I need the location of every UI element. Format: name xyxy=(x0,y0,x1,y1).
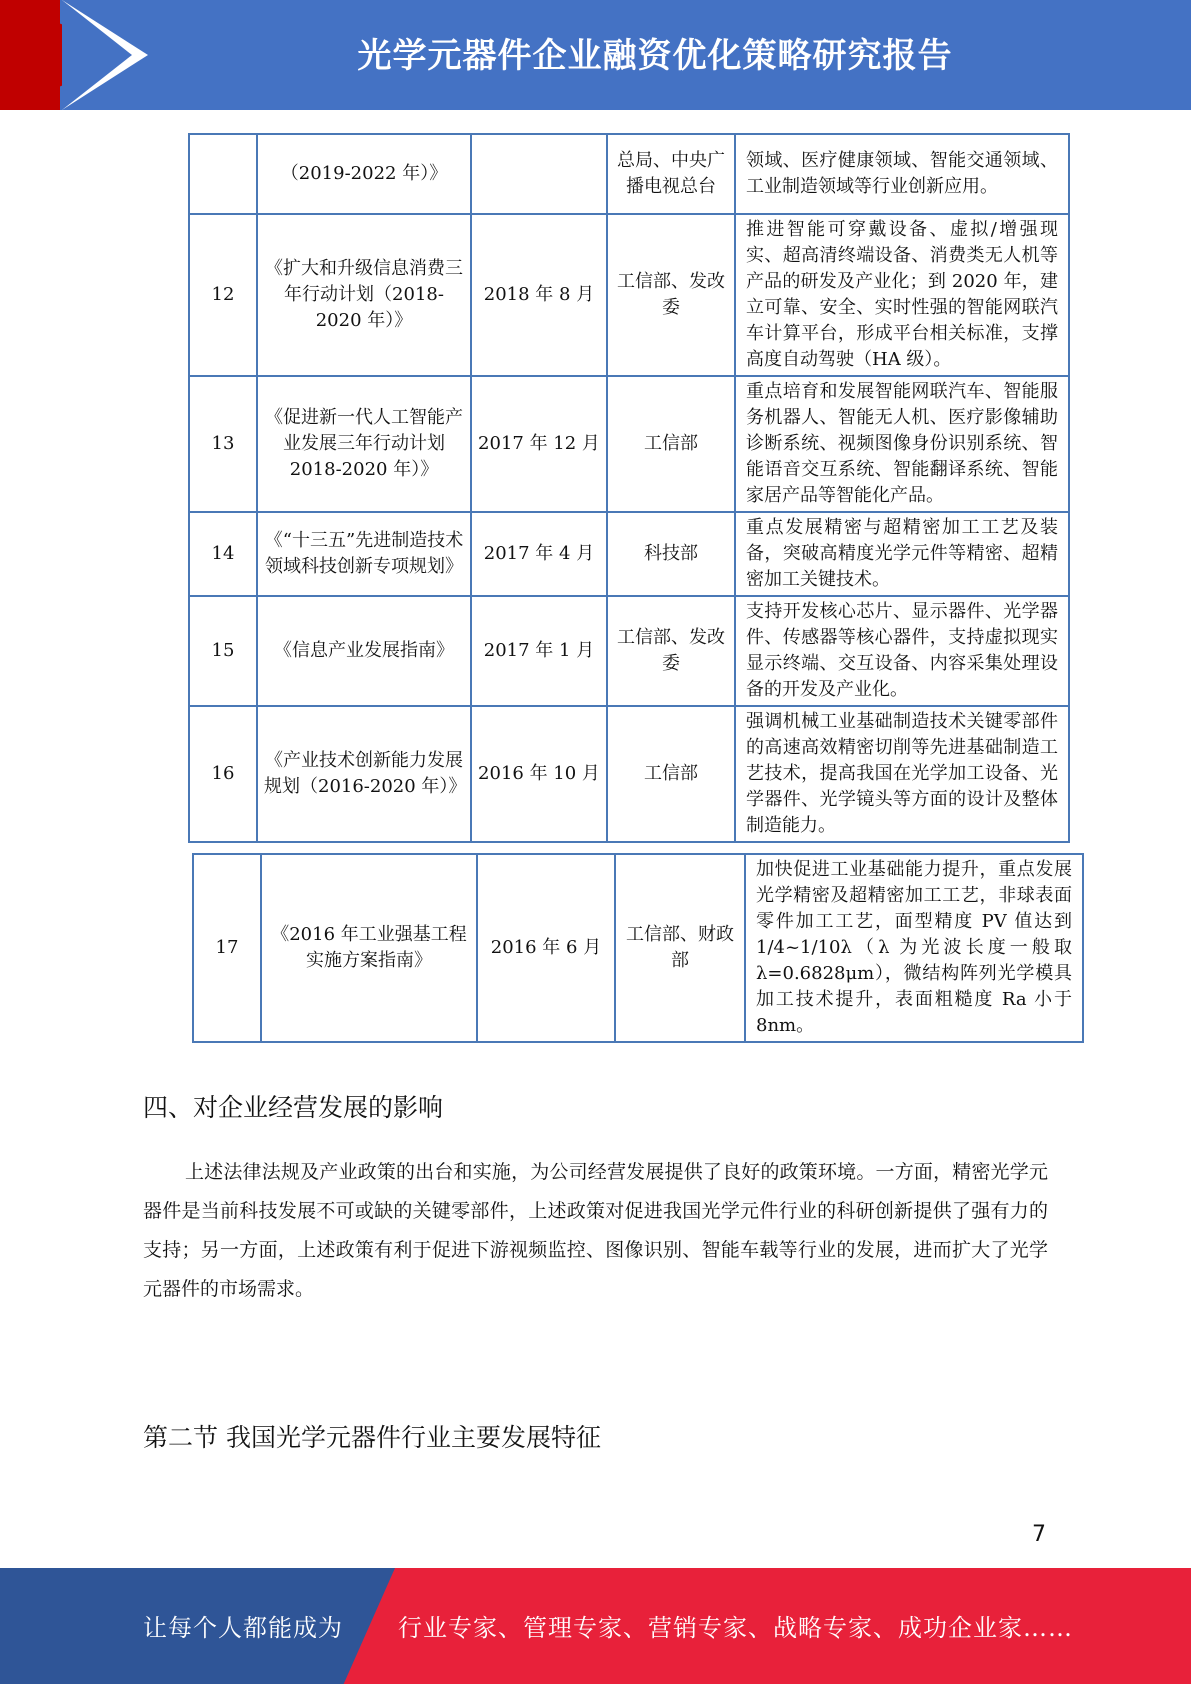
page-header xyxy=(0,0,1191,110)
policy-content: 领域、医疗健康领域、智能交通领域、工业制造领域等行业创新应用。 xyxy=(735,134,1069,214)
footer-slogan-right: 行业专家、管理专家、营销专家、战略专家、成功企业家…… xyxy=(398,1614,1073,1642)
row-number: 16 xyxy=(189,706,257,842)
table-row xyxy=(189,512,1069,596)
table-row xyxy=(189,376,1069,512)
issuing-department: 工信部、发改委 xyxy=(607,214,735,376)
policy-content: 加快促进工业基础能力提升，重点发展光学精密及超精密加工工艺，非球表面零件加工工艺，面型精度 PV 值达到 1/4~1/10λ（λ 为光波长度一般取 λ=0.6828μm），微结构阵列光学模具加工技术提升，表面粗糙度 Ra 小于 8nm。 xyxy=(745,854,1083,1042)
policy-table-bottom xyxy=(192,853,1084,1043)
issue-date: 2017 年 12 月 xyxy=(471,376,607,512)
policy-name: 《信息产业发展指南》 xyxy=(257,596,471,706)
policy-name: 《扩大和升级信息消费三年行动计划（2018-2020 年）》 xyxy=(257,214,471,376)
issue-date: 2016 年 10 月 xyxy=(471,706,607,842)
policy-table-top xyxy=(188,133,1070,843)
issuing-department: 工信部 xyxy=(607,376,735,512)
issuing-department: 工信部 xyxy=(607,706,735,842)
issuing-department: 总局、中央广播电视总台 xyxy=(607,134,735,214)
table-row xyxy=(189,706,1069,842)
table-row xyxy=(189,214,1069,376)
policy-name: 《2016 年工业强基工程实施方案指南》 xyxy=(261,854,477,1042)
page-number: 7 xyxy=(1032,1522,1046,1547)
issue-date xyxy=(471,134,607,214)
section-heading-features: 第二节 我国光学元器件行业主要发展特征 xyxy=(143,1423,601,1452)
policy-content: 重点培育和发展智能网联汽车、智能服务机器人、智能无人机、医疗影像辅助诊断系统、视频图像身份识别系统、智能语音交互系统、智能翻译系统、智能家居产品等智能化产品。 xyxy=(735,376,1069,512)
policy-name: 《产业技术创新能力发展规划（2016-2020 年）》 xyxy=(257,706,471,842)
policy-content: 支持开发核心芯片、显示器件、光学器件、传感器等核心器件，支持虚拟现实显示终端、交互设备、内容采集处理设备的开发及产业化。 xyxy=(735,596,1069,706)
impact-paragraph: 上述法律法规及产业政策的出台和实施，为公司经营发展提供了良好的政策环境。一方面，精密光学元器件是当前科技发展不可或缺的关键零部件，上述政策对促进我国光学元件行业的科研创新提供了强有力的支持；另一方面，上述政策有利于促进下游视频监控、图像识别、智能车载等行业的发展，进而扩大了光学元器件的市场需求。 xyxy=(143,1161,1048,1300)
page-footer xyxy=(0,1568,1191,1684)
issue-date: 2018 年 8 月 xyxy=(471,214,607,376)
policy-name: 《促进新一代人工智能产业发展三年行动计划 2018-2020 年）》 xyxy=(257,376,471,512)
row-number: 17 xyxy=(193,854,261,1042)
report-title: 光学元器件企业融资优化策略研究报告 xyxy=(357,36,953,76)
table-row xyxy=(189,596,1069,706)
policy-content: 重点发展精密与超精密加工工艺及装备，突破高精度光学元件等精密、超精密加工关键技术。 xyxy=(735,512,1069,596)
issue-date: 2016 年 6 月 xyxy=(477,854,615,1042)
issuing-department: 工信部、发改委 xyxy=(607,596,735,706)
row-number: 14 xyxy=(189,512,257,596)
footer-slogan-left: 让每个人都能成为 xyxy=(143,1614,343,1642)
policy-content: 强调机械工业基础制造技术关键零部件的高速高效精密切削等先进基础制造工艺技术，提高我国在光学加工设备、光学器件、光学镜头等方面的设计及整体制造能力。 xyxy=(735,706,1069,842)
issuing-department: 科技部 xyxy=(607,512,735,596)
row-number xyxy=(189,134,257,214)
row-number: 12 xyxy=(189,214,257,376)
header-blue-chevron xyxy=(62,0,132,110)
policy-name: （2019-2022 年）》 xyxy=(257,134,471,214)
issue-date: 2017 年 1 月 xyxy=(471,596,607,706)
policy-name: 《“十三五”先进制造技术领域科技创新专项规划》 xyxy=(257,512,471,596)
issue-date: 2017 年 4 月 xyxy=(471,512,607,596)
table-row xyxy=(189,134,1069,214)
table-row xyxy=(193,854,1083,1042)
section-heading-impact: 四、对企业经营发展的影响 xyxy=(143,1093,444,1122)
row-number: 15 xyxy=(189,596,257,706)
policy-content: 推进智能可穿戴设备、虚拟/增强现实、超高清终端设备、消费类无人机等产品的研发及产业化；到 2020 年，建立可靠、安全、实时性强的智能网联汽车计算平台，形成平台相关标准，支撑高度自动驾驶（HA 级）。 xyxy=(735,214,1069,376)
issuing-department: 工信部、财政部 xyxy=(615,854,745,1042)
row-number: 13 xyxy=(189,376,257,512)
